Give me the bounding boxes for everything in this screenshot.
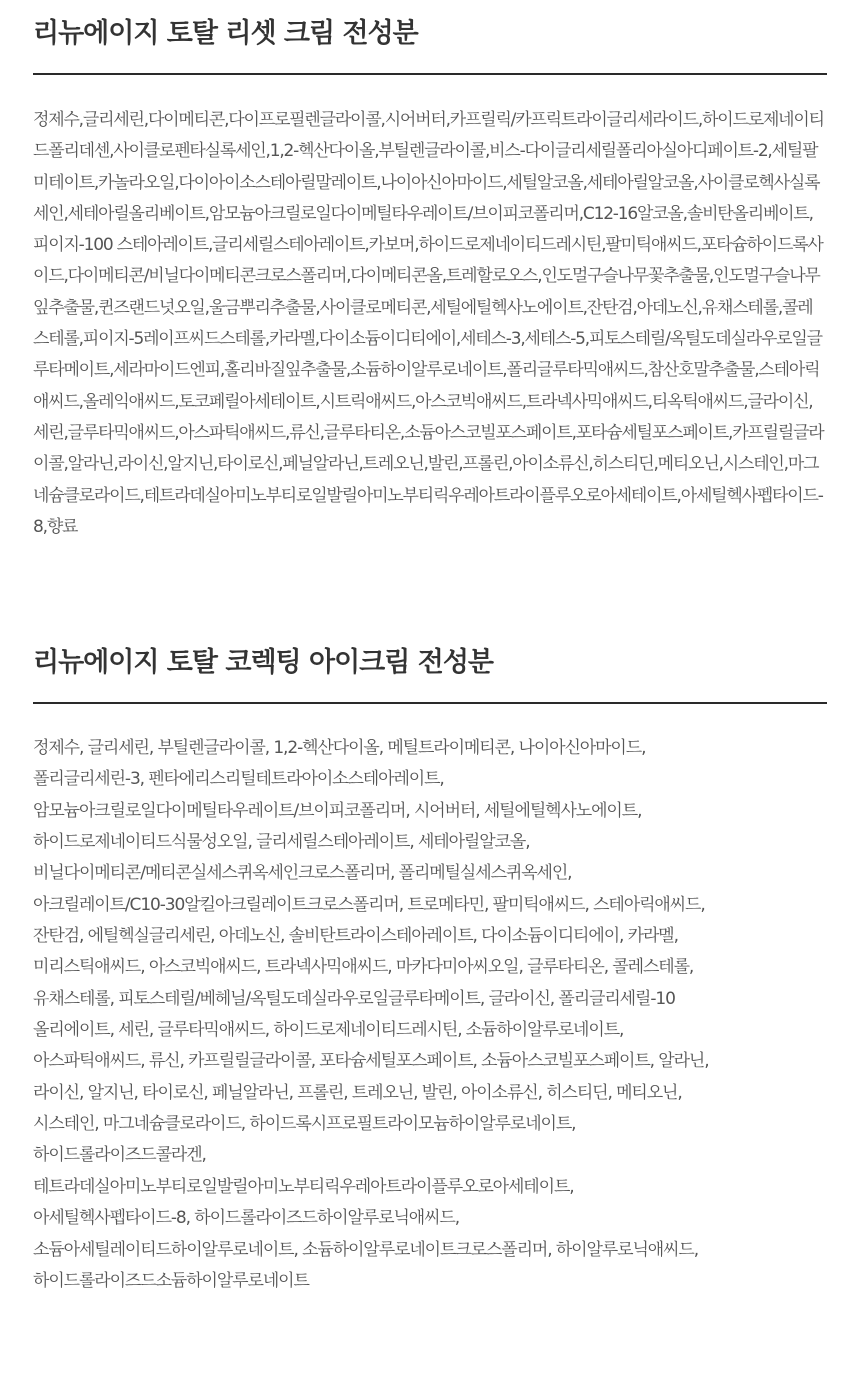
ingredient-line: 하이드로제네이티드식물성오일, 글리세릴스테아레이트, 세테아릴알코올, — [33, 832, 530, 853]
ingredient-line: 하이드롤라이즈드콜라겐, — [33, 1145, 206, 1166]
ingredient-line: 시스테인, 마그네슘클로라이드, 하이드록시프로필트라이모늄하이알루로네이트, — [33, 1114, 576, 1135]
section-divider — [33, 73, 827, 75]
ingredient-line: 아크릴레이트/C10-30알킬아크릴레이트크로스폴리머, 트로메타민, 팔미틱애씨드, 스테아릭애씨드, — [33, 894, 705, 915]
ingredient-line: 하이드롤라이즈드소듐하이알루로네이트 — [33, 1270, 309, 1291]
ingredient-line: 폴리글리세린-3, 펜타에리스리틸테트라아이소스테아레이트, — [33, 769, 444, 790]
ingredient-line: 아스파틱애씨드, 류신, 카프릴릴글라이콜, 포타슘세틸포스페이트, 소듐아스코빌포스페이트, 알라닌, — [33, 1051, 709, 1072]
ingredient-list: 정제수,글리세린,다이메티콘,다이프로필렌글라이콜,시어버터,카프릴릭/카프릭트라이글리세라이드,하이드로제네이티드폴리데센,사이클로펜타실록세인,1,2-헥산다이올,부틸렌글라이콜,비스-다이글리세릴폴리아실아디페이트-2,세틸팔미테이트,카놀라오일,다이아이소스테아릴말레이트,나이아신아마이드,세틸알코올,세테아릴알코올,사이클로헥사실록세인,세테아릴올리베이트,암모늄아크릴로일다이메틸타우레이트/브이피코폴리머,C12-16알코올,솔비탄올리베이트,피이지-100 스테아레이트,글리세릴스테아레이트,카보머,하이드로제네이티드레시틴,팔미틱애씨드,포타슘하이드록사이드,다이메티콘/비닐다이메티콘크로스폴리머,다이메티콘올,트레할로오스,인도멀구슬나무꽃추출물,인도멀구슬나무잎추출물,퀸즈랜드넛오일,울금뿌리추출물,사이클로메티콘,세틸에틸헥사노에이트,잔탄검,아데노신,유채스테롤,콜레스테롤,피이지-5레이프씨드스테롤,카라멜,다이소듐이디티에이,세테스-3,세테스-5,피토스테릴/옥틸도데실라우로일글루타메이트,세라마이드엔피,홀리바질잎추출물,소듐하이알루로네이트,폴리글루타믹애씨드,참산호말추출물,스테아릭애씨드,올레익애씨드,토코페릴아세테이트,시트릭애씨드,아스코빅애씨드,트라넥사믹애씨드,티옥틱애씨드,글라이신,세린,글루타믹애씨드,아스파틱애씨드,류신,글루타티온,소듐아스코빌포스페이트,포타슘세틸포스페이트,카프릴릴글라이콜,알라닌,라이신,알지닌,타이로신,페닐알라닌,트레오닌,발린,프롤린,아이소류신,히스티딘,메티오닌,시스테인,마그네슘클로라이드,테트라데실아미노부티로일발릴아미노부티릭우레아트라이플루오로아세테이트,아세틸헥사펩타이드-8,향료 — [33, 110, 824, 537]
ingredient-line: 미리스틱애씨드, 아스코빅애씨드, 트라넥사믹애씨드, 마카다미아씨오일, 글루타티온, 콜레스테롤, — [33, 957, 694, 978]
ingredient-line: 테트라데실아미노부티로일발릴아미노부티릭우레아트라이플루오로아세테이트, — [33, 1176, 574, 1197]
ingredient-line: 비닐다이메티콘/메티콘실세스퀴옥세인크로스폴리머, 폴리메틸실세스퀴옥세인, — [33, 863, 572, 884]
ingredient-line: 소듐아세틸레이티드하이알루로네이트, 소듐하이알루로네이트크로스폴리머, 하이알루로닉애씨드, — [33, 1239, 699, 1260]
ingredient-line: 암모늄아크릴로일다이메틸타우레이트/브이피코폴리머, 시어버터, 세틸에틸헥사노에이트, — [33, 800, 642, 821]
reset-cream-section — [33, 14, 827, 543]
section-divider — [33, 702, 827, 704]
ingredient-line: 잔탄검, 에틸헥실글리세린, 아데노신, 솔비탄트라이스테아레이트, 다이소듐이디티에이, 카라멜, — [33, 926, 678, 947]
section-title: 리뉴에이지 토탈 리셋 크림 전성분 — [33, 18, 418, 49]
ingredient-list — [33, 733, 827, 1297]
ingredient-line: 올리에이트, 세린, 글루타믹애씨드, 하이드로제네이티드레시틴, 소듐하이알루로네이트, — [33, 1020, 624, 1041]
eye-cream-section — [33, 643, 827, 1297]
ingredient-line: 라이신, 알지닌, 타이로신, 페닐알라닌, 프롤린, 트레오닌, 발린, 아이소류신, 히스티딘, 메티오닌, — [33, 1082, 682, 1103]
ingredient-line: 아세틸헥사펩타이드-8, 하이드롤라이즈드하이알루로닉애씨드, — [33, 1208, 460, 1229]
ingredient-line: 유채스테롤, 피토스테릴/베헤닐/옥틸도데실라우로일글루타메이트, 글라이신, 폴리글리세릴-10 — [33, 988, 675, 1009]
ingredient-line: 정제수, 글리세린, 부틸렌글라이콜, 1,2-헥산다이올, 메틸트라이메티콘, 나이아신아마이드, — [33, 738, 646, 758]
section-title: 리뉴에이지 토탈 코렉팅 아이크림 전성분 — [33, 647, 493, 678]
